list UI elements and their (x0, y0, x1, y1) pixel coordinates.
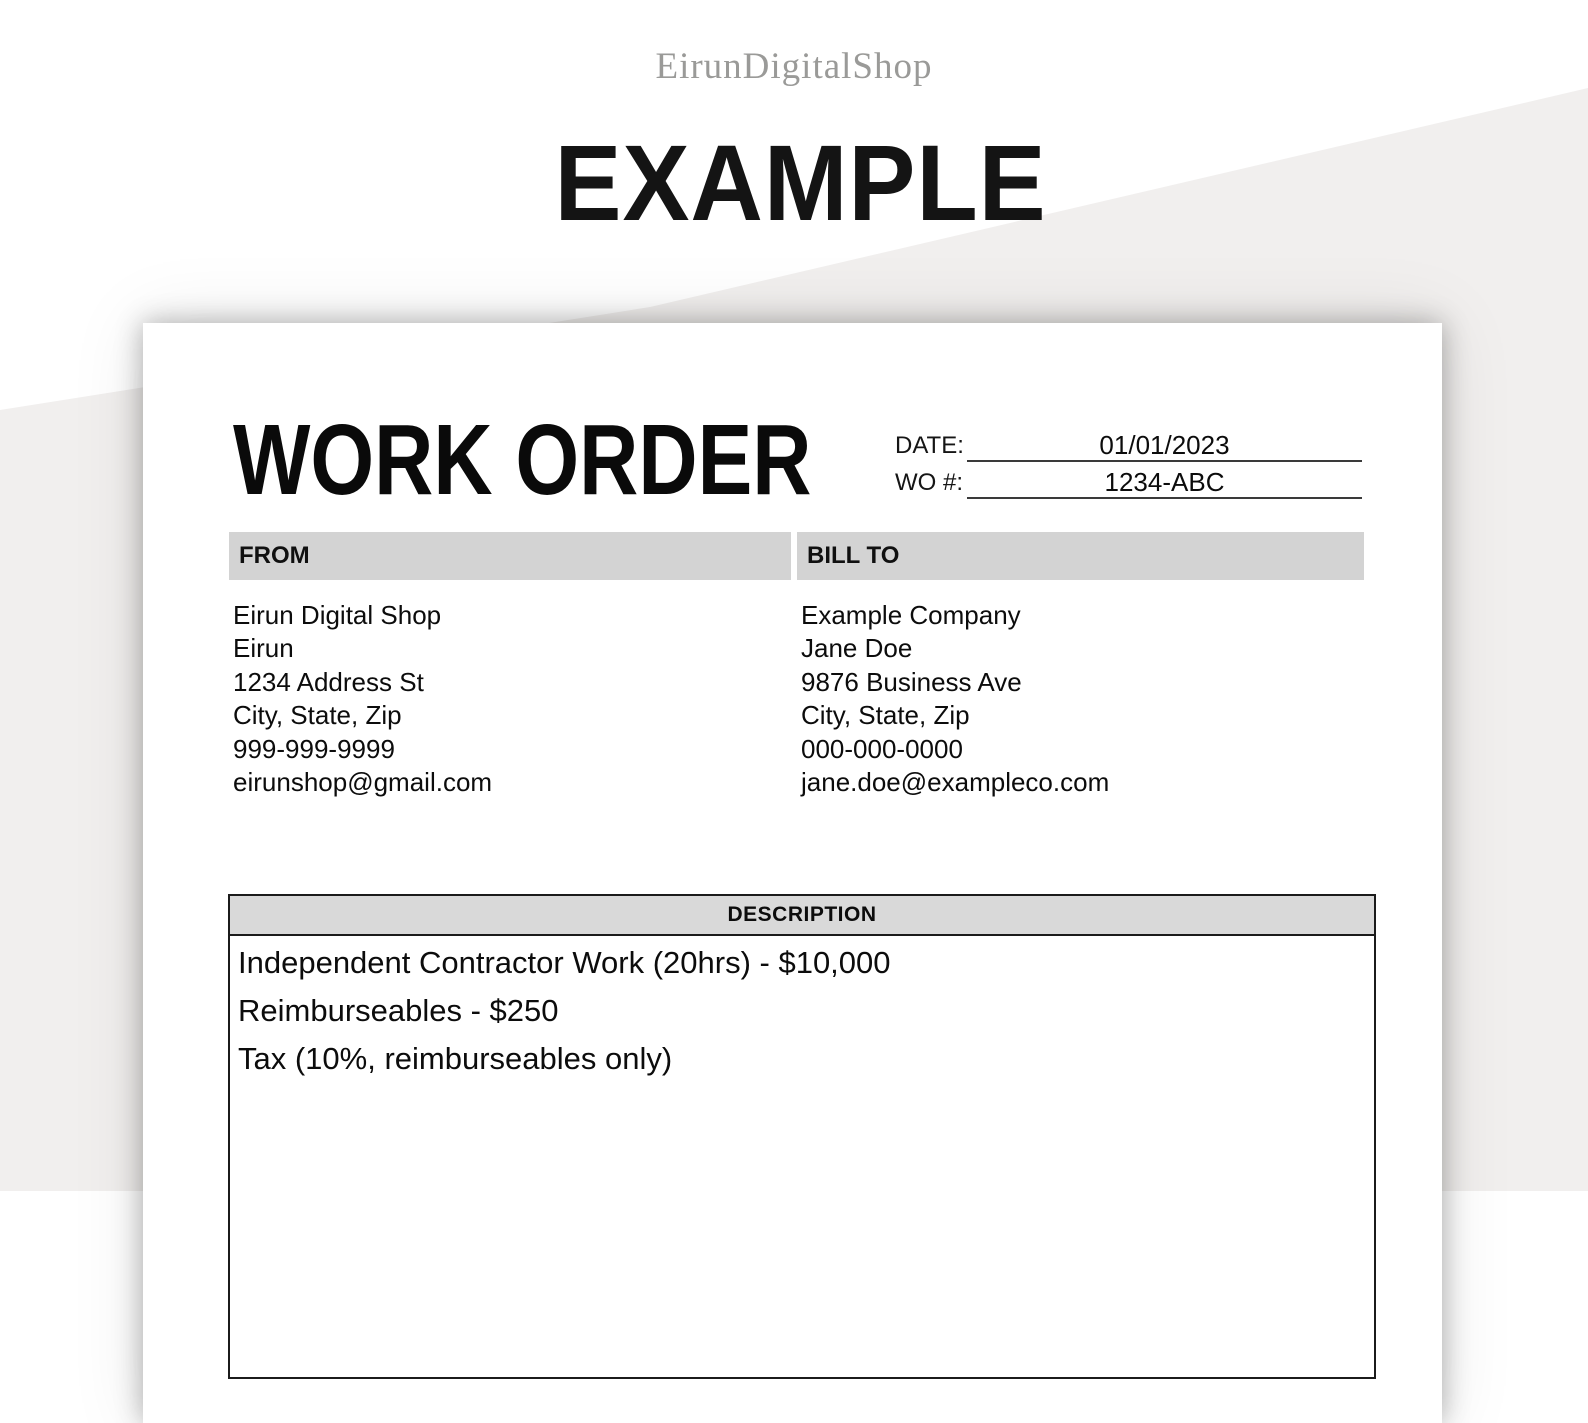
address-line: Eirun (233, 633, 294, 664)
address-line: 000-000-0000 (801, 733, 963, 764)
bill-to-header-bar (797, 532, 1364, 580)
work-order-title: WORK ORDER (233, 404, 812, 516)
bill-to-address (801, 599, 1364, 799)
address-line: Eirun Digital Shop (233, 600, 442, 630)
address-line: City, State, Zip (233, 700, 402, 731)
description-header-label: DESCRIPTION (727, 903, 877, 926)
date-value: 01/01/2023 (967, 430, 1362, 462)
address-line: 999-999-9999 (233, 733, 395, 764)
description-table (228, 894, 1376, 1379)
wo-number-value: 1234-ABC (967, 467, 1362, 499)
address-line: 1234 Address St (233, 666, 424, 697)
bill-to-section (797, 532, 1364, 799)
work-order-card (143, 323, 1442, 1423)
from-address (233, 599, 791, 799)
description-line: Reimburseables - $250 (238, 993, 559, 1028)
meta-block (895, 425, 1362, 499)
address-line: City, State, Zip (801, 700, 970, 731)
brand-watermark: EirunDigitalShop (655, 46, 933, 87)
date-label: DATE: (895, 432, 964, 459)
from-header-bar (229, 532, 791, 580)
address-line: jane.doe@exampleco.com (801, 767, 1110, 798)
address-line: Example Company (801, 600, 1021, 630)
description-body (230, 936, 1374, 1377)
description-line: Independent Contractor Work (20hrs) - $10,000 (238, 945, 891, 980)
example-watermark-text: EXAMPLE (554, 122, 1048, 243)
from-section (229, 532, 791, 799)
bill-to-header-label: BILL TO (807, 542, 900, 569)
address-line: Jane Doe (801, 633, 913, 664)
wo-number-label: WO #: (895, 469, 964, 496)
date-row (895, 425, 1362, 462)
address-line: eirunshop@gmail.com (233, 767, 493, 798)
description-line: Tax (10%, reimburseables only) (238, 1041, 673, 1076)
wo-number-row (895, 462, 1362, 499)
from-header-label: FROM (239, 542, 310, 569)
description-header-bar (230, 896, 1374, 936)
example-watermark (7, 122, 1588, 243)
address-line: 9876 Business Ave (801, 666, 1022, 697)
